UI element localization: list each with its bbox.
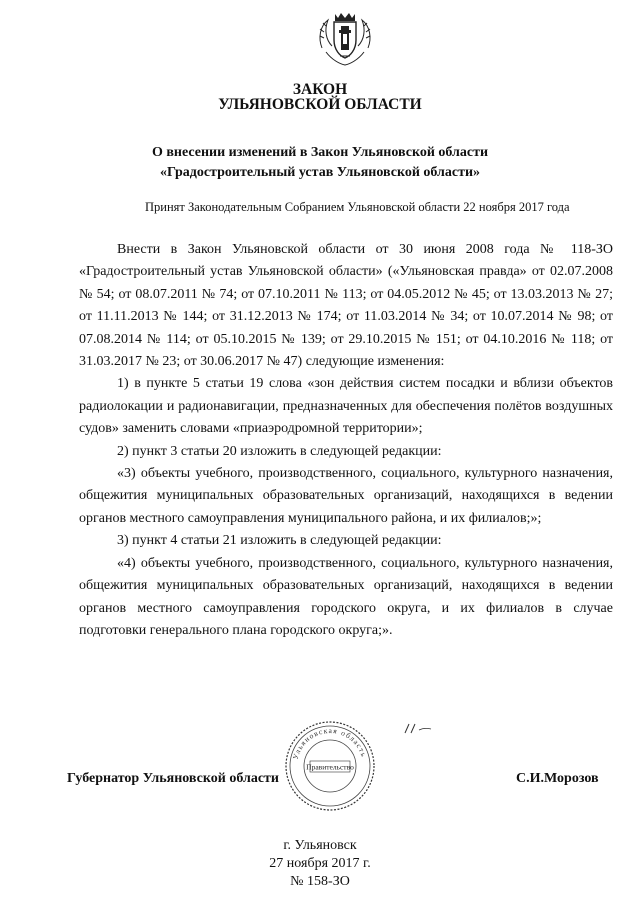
subject-line-2: «Градостроительный устав Ульяновской области» <box>159 165 481 180</box>
paragraph-item-3-text: «4) объекты учебного, производственного, социального, культурного назначения, общежития муниципальных образовательных организаций, находящихся в ведении органов местного самоуправления городского округа, и их филиалов в случае подготовки генерального плана городского округа;». <box>79 555 613 638</box>
region-title: УЛЬЯНОВСКОЙ ОБЛАСТИ <box>218 96 422 113</box>
signing-date: 27 ноября 2017 г. <box>269 856 371 871</box>
paragraph-item-2: 2) пункт 3 статьи 20 изложить в следующей редакции: <box>117 443 442 459</box>
signatory-position: Губернатор Ульяновской области <box>67 771 279 786</box>
adoption-note: Принят Законодательным Собранием Ульяновской области 22 ноября 2017 года <box>145 200 570 214</box>
official-seal-icon <box>284 720 376 812</box>
paragraph-item-2-text: «3) объекты учебного, производственного, социального, культурного назначения, общежития муниципальных образовательных организаций, находящихся в ведении органов местного самоуправления муниципального района, и их филиалов;»; <box>79 466 613 526</box>
law-body <box>79 239 613 642</box>
paragraph-item-3: 3) пункт 4 статьи 21 изложить в следующей редакции: <box>117 533 442 549</box>
law-subject <box>0 143 640 183</box>
seal-center-text: Правительство <box>306 762 354 772</box>
seal-ring-text: Ульяновская область <box>290 725 369 761</box>
law-title: ЗАКОН <box>292 81 348 98</box>
paragraph-intro: Внести в Закон Ульяновской области от 30 июня 2008 года № 118-ЗО «Градостроительный устав Ульяновской области» («Ульяновская правда» от 02.07.2008 № 54; от 08.07.2011 № 74; от 07.10.2011 № 113; от 04.05.2012 № 45; от 13.03.2013 № 27; от 11.11.2013 № 144; от 31.12.2013 № 174; от 11.03.2014 № 34; от 10.07.2014 № 98; от 07.08.2014 № 114; от 05.10.2015 № 139; от 29.10.2015 № 151; от 04.10.2016 № 118; от 31.03.2017 № 23; от 30.06.2017 № 47) следующие изменения: <box>79 242 613 370</box>
paragraph-item-1: 1) в пункте 5 статьи 19 слова «зон действия систем посадки и вблизи объектов радиолокации и радионавигации, предназначенных для обеспечения полётов воздушных судов» заменить словами «приаэродромной территории»; <box>79 376 613 437</box>
pen-mark-icon <box>403 722 433 734</box>
law-number: № 158-ЗО <box>290 874 350 889</box>
city: г. Ульяновск <box>283 838 357 853</box>
signatory-name: С.И.Морозов <box>516 771 599 786</box>
coat-of-arms-icon <box>314 8 376 70</box>
subject-line-1: О внесении изменений в Закон Ульяновской области <box>151 145 489 160</box>
